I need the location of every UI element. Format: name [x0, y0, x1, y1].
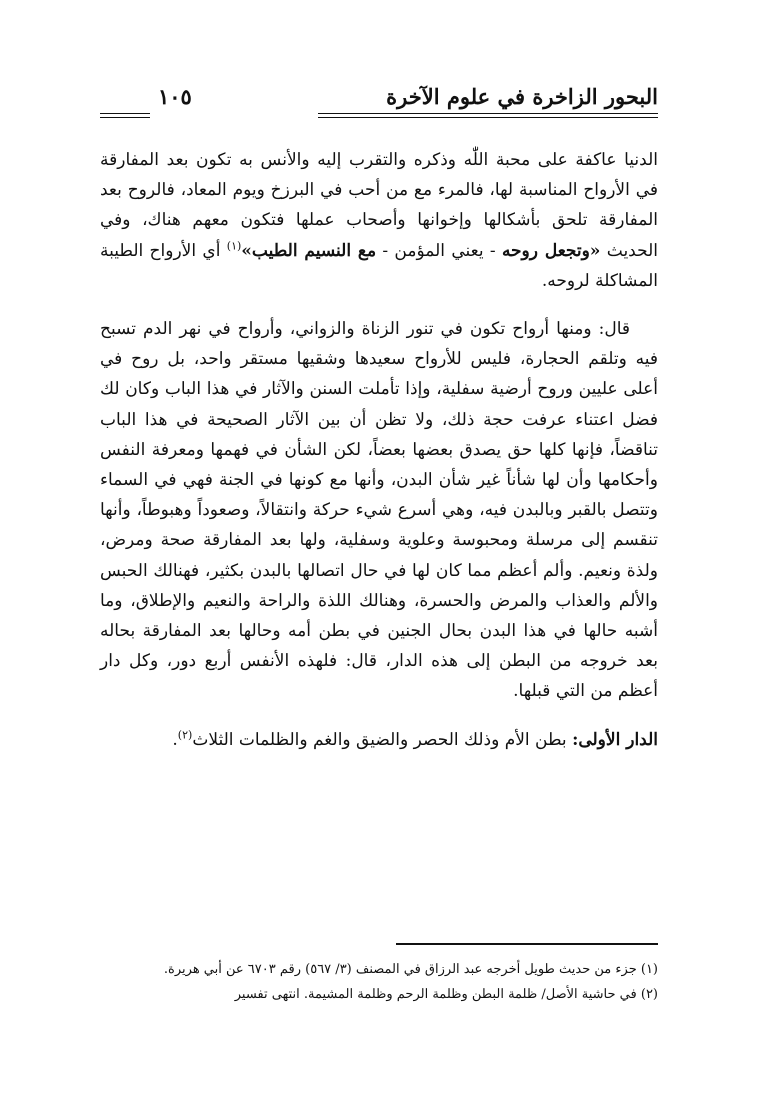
footnote-ref-2[interactable]: (٢)	[177, 728, 193, 741]
header-rule-right	[318, 113, 658, 118]
p3-text: بطن الأم وذلك الحصر والضيق والغم والظلمات الثلاث	[192, 729, 573, 750]
paragraph-1	[100, 145, 658, 296]
p1-text-b: أي الأرواح الطيبة المشاكلة لروحه.	[100, 240, 658, 291]
page-number: ١٠٥	[158, 84, 192, 109]
p1-text-a: الدنيا عاكفة على محبة اللّٰه وذكره والتقرب إليه والأنس به تكون بعد المفارقة في الأرواح المناسبة لها، فالمرء مع من أحب في البرزخ ويوم المعاد، فالروح بعد المفارقة تلحق بأشكالها وإخوانها وأصحاب عملها فتكون معهم هناك، وفي الحديث	[100, 150, 658, 261]
hadith-quote-bold: «وتجعل روحه	[501, 240, 601, 261]
paragraph-3	[100, 725, 658, 755]
header-rule-left	[100, 113, 150, 118]
hadith-quote-bold-end: مع النسيم الطيب»	[241, 240, 377, 261]
footnote-ref-1[interactable]: (١)	[226, 238, 242, 252]
book-title: البحور الزاخرة في علوم الآخرة	[386, 84, 658, 109]
footnote-2: (٢) في حاشية الأصل/ ظلمة البطن وظلمة الرحم وظلمة المشيمة. انتهى تفسير	[234, 987, 658, 1002]
hadith-quote-parenthetical: - يعني المؤمن -	[376, 240, 502, 261]
main-text	[100, 145, 658, 773]
p3-end: .	[172, 729, 178, 750]
footnote-separator	[396, 943, 658, 945]
footnotes	[100, 957, 658, 1007]
section-label-first-abode: الدار الأولى:	[572, 729, 658, 750]
footnote-1: (١) جزء من حديث طويل أخرجه عبد الرزاق في المصنف (٣/ ٥٦٧) رقم ٦٧٠٣ عن أبي هريرة.	[163, 962, 658, 977]
running-header	[100, 80, 658, 120]
paragraph-2: قال: ومنها أرواح تكون في تنور الزناة والزواني، وأرواح في نهر الدم تسبح فيه وتلقم الحجارة، فليس للأرواح سعيدها وشقيها مستقر واحد، بل روح في أعلى عليين وروح أرضية سفلية، وإذا تأملت السنن والآثار في هذا الباب وكان لك فضل اعتناء عرفت حجة ذلك، ولا تظن أن بين الآثار الصحيحة في هذا الباب تناقضاً، فإنها كلها حق يصدق بعضها بعضاً، لكن الشأن في فهمها ومعرفة النفس وأحكامها وأن لها شأناً غير شأن البدن، وأنها مع كونها في الجنة فهي في السماء وتتصل بالقبر وبالبدن فيه، وهي أسرع شيء حركة وانتقالاً، وصعوداً وهبوطاً، وأنها تنقسم إلى مرسلة ومحبوسة وعلوية وسفلية، ولها بعد المفارقة صحة ومرض، ولذة ونعيم. وألم أعظم مما كان لها في حال اتصالها بالبدن بكثير، فهنالك الحبس والألم والعذاب والمرض والحسرة، وهنالك اللذة والراحة والنعيم والإطلاق، وما أشبه حالها في هذا البدن بحال الجنين في بطن أمه وحالها بعد المفارقة بحاله بعد خروجه من البطن إلى هذه الدار، قال: فلهذه الأنفس أربع دور، وكل دار أعظم من التي قبلها.	[100, 319, 658, 702]
